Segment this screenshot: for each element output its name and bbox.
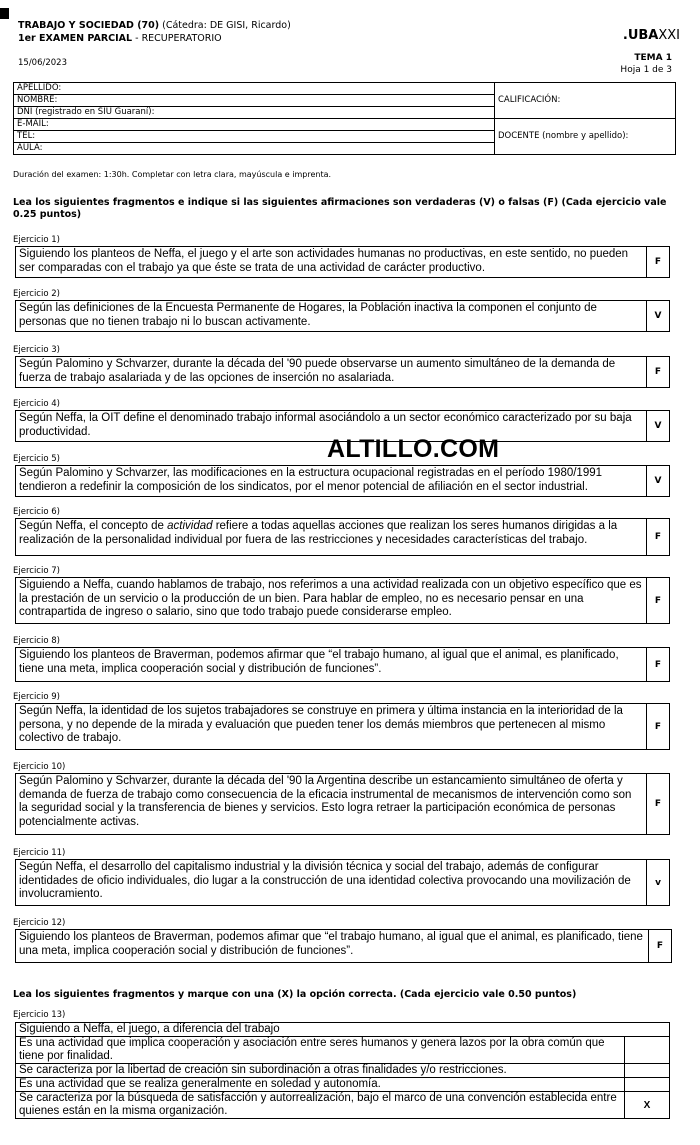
answer-box[interactable]: F — [654, 595, 662, 606]
nombre-field[interactable]: NOMBRE: — [14, 95, 495, 107]
course-title: TRABAJO Y SOCIEDAD (70) — [18, 20, 160, 31]
logo-main: .UBA — [622, 28, 659, 43]
answer-box[interactable]: F — [654, 367, 662, 377]
exercise-text: Siguiendo los planteos de Braverman, podemos afimar que “el trabajo humano, al igual que el animal, es planificado, tiene una meta, implica cooperación social y distribución de funciones”. — [16, 930, 649, 962]
exercise-13-stem: Siguiendo a Neffa, el juego, a diferencia del trabajo — [16, 1023, 670, 1037]
exercise-9 — [15, 703, 670, 750]
option-row — [16, 1037, 670, 1064]
exercise-10 — [15, 773, 670, 835]
exercise-13-table — [15, 1022, 670, 1119]
exercise-text: Siguiendo a Neffa, cuando hablamos de trabajo, nos referimos a una actividad realizada con un objetivo específico que es la prestación de un servicio o la producción de un bien. Para hablar de empleo, no es necesario pensar en una contrapartida de ingreso o salario, sino que todo trabajo puede considerarse empleo. — [16, 578, 647, 623]
exercise-text: Según Palomino y Schvarzer, las modificaciones en la estructura ocupacional registradas en el período 1980/1991 tendieron a redefinir la composición de los sindicatos, por el menor potencial de afiliación en el sector industrial. — [16, 466, 647, 496]
exam-type: - RECUPERATORIO — [135, 33, 222, 44]
section1-instructions: Lea los siguientes fragmentos e indique si las siguientes afirmaciones son verdaderas (V) o falsas (F) (Cada ejercicio vale 0.25 puntos) — [13, 197, 667, 220]
email-field[interactable]: E-MAIL: — [14, 119, 495, 131]
exam-header — [18, 19, 291, 45]
watermark: ALTILLO.COM — [327, 435, 500, 463]
exercise-label: Ejercicio 2) — [13, 289, 60, 299]
answer-box[interactable]: V — [654, 476, 662, 486]
exercise-3 — [15, 356, 670, 388]
exercise-text-before: Según Neffa, el concepto de — [19, 520, 168, 532]
exercise-text: Según Neffa, el desarrollo del capitalismo industrial y la división técnica y social del trabajo, además de configurar identidades de oficio individuales, dio lugar a la construcción de una identidad colectiva provocando una movilización de involucramiento. — [16, 860, 647, 905]
duration-note: Duración del examen: 1:30h. Completar con letra clara, mayúscula e imprenta. — [13, 170, 332, 179]
exercise-text: Siguiendo los planteos de Braverman, podemos afirmar que “el trabajo humano, al igual que el animal, es planificado, tiene una meta, implica cooperación social y distribución de funciones”. — [16, 648, 647, 681]
tema-block — [620, 52, 672, 76]
uba-logo — [623, 28, 680, 43]
exercise-text: Siguiendo los planteos de Neffa, el juego y el arte son actividades humanas no productivas, en este sentido, no pueden ser comparadas con el trabajo ya que éste se trata de una actividad de carácter productivo. — [16, 247, 647, 277]
exercise-label: Ejercicio 12) — [13, 918, 66, 928]
logo-suffix: XXI — [658, 28, 680, 43]
exercise-text: Según las definiciones de la Encuesta Permanente de Hogares, la Población inactiva la componen el conjunto de personas que no tienen trabajo ni lo buscan activamente. — [16, 301, 647, 331]
docente-field[interactable]: DOCENTE (nombre y apellido): — [495, 119, 676, 155]
exercise-text — [16, 519, 647, 555]
exercise-8 — [15, 647, 670, 682]
option-mark-box[interactable] — [625, 1078, 670, 1092]
answer-box[interactable]: F — [654, 721, 662, 732]
exercise-label: Ejercicio 9) — [13, 692, 60, 702]
exercise-text: Según Palomino y Schvarzer, durante la década del '90 puede observarse un aumento simultáneo de la demanda de fuerza de trabajo asalariada y de las opciones de inserción no asalariada. — [16, 357, 647, 387]
exercise-text-after: refiere a todas aquellas acciones que realizan los seres humanos dirigidas a la realización de la personalidad individual por fuera de las restricciones y necesidades características del trabajo. — [19, 520, 618, 546]
page-indicator: Hoja 1 de 3 — [620, 65, 672, 75]
exercise-label: Ejercicio 13) — [13, 1010, 66, 1020]
option-mark-box[interactable] — [625, 1037, 670, 1064]
option-text: Se caracteriza por la búsqueda de satisfacción y autorrealización, bajo el marco de una convención establecida entre quienes están en la misma organización. — [16, 1092, 625, 1119]
answer-box[interactable]: F — [654, 659, 662, 670]
answer-box[interactable]: V — [654, 421, 662, 431]
exercise-text: Según Palomino y Schvarzer, durante la década del '90 la Argentina describe un estancamiento simultáneo de oferta y demanda de fuerza de trabajo como consecuencia de la eficacia instrumental de mecanismos de intervención como son la seguridad social y la transferencia de bienes y servicios. Esto logra retraer la participación económica de personas potencialmente activas. — [16, 774, 647, 834]
tema-label: TEMA 1 — [634, 53, 672, 63]
aula-field[interactable]: AULA: — [14, 143, 495, 155]
exercise-label: Ejercicio 6) — [13, 507, 60, 517]
exercise-label: Ejercicio 1) — [13, 235, 60, 245]
dni-field[interactable]: DNI (registrado en SIU Guaraní): — [14, 107, 495, 119]
exercise-text: Según Neffa, la OIT define el denominado trabajo informal asociándolo a un sector económico caracterizado por su baja productividad. — [16, 411, 647, 441]
option-text: Se caracteriza por la libertad de creación sin subordinación a otras finalidades y/o restricciones. — [16, 1064, 625, 1078]
exercise-12 — [15, 929, 672, 963]
exercise-label: Ejercicio 5) — [13, 454, 60, 464]
apellido-field[interactable]: APELLIDO: — [14, 83, 495, 95]
section2-instructions: Lea los siguientes fragmentos y marque con una (X) la opción correcta. (Cada ejercicio vale 0.50 puntos) — [13, 989, 577, 1000]
exercise-label: Ejercicio 8) — [13, 636, 60, 646]
answer-box[interactable]: F — [656, 941, 664, 951]
answer-box[interactable]: V — [654, 311, 662, 321]
exercise-label: Ejercicio 11) — [13, 848, 66, 858]
option-row — [16, 1064, 670, 1078]
answer-box[interactable]: F — [654, 532, 662, 542]
option-text: Es una actividad que se realiza generalmente en soledad y autonomía. — [16, 1078, 625, 1092]
student-info-table — [13, 82, 676, 155]
corner-mark — [0, 8, 9, 19]
answer-box[interactable]: v — [655, 877, 661, 888]
exercise-label: Ejercicio 3) — [13, 345, 60, 355]
exercise-1 — [15, 246, 670, 278]
catedra: (Cátedra: DE GISI, Ricardo) — [162, 20, 291, 31]
exam-title: 1er EXAMEN PARCIAL — [18, 33, 133, 44]
exercise-5 — [15, 465, 670, 497]
answer-box[interactable]: F — [654, 257, 662, 267]
exercise-label: Ejercicio 4) — [13, 399, 60, 409]
exercise-text-emphasis: actividad — [167, 520, 213, 532]
exercise-label: Ejercicio 10) — [13, 762, 66, 772]
exercise-6 — [15, 518, 670, 556]
option-text: Es una actividad que implica cooperación y asociación entre seres humanos y genera lazos por la obra común que tiene por finalidad. — [16, 1037, 625, 1064]
exercise-label: Ejercicio 7) — [13, 566, 60, 576]
option-mark-box[interactable]: X — [625, 1092, 670, 1119]
option-row — [16, 1078, 670, 1092]
exam-date: 15/06/2023 — [18, 58, 67, 68]
calificacion-field[interactable]: CALIFICACIÓN: — [495, 83, 676, 119]
exercise-7 — [15, 577, 670, 624]
option-mark-box[interactable] — [625, 1064, 670, 1078]
answer-box[interactable]: F — [654, 799, 662, 809]
tel-field[interactable]: TEL: — [14, 131, 495, 143]
exercise-text: Según Neffa, la identidad de los sujetos trabajadores se construye en primera y última instancia en la interioridad de la persona, y no depende de la mirada y evaluación que pueden tener los demás miembros que pertenecen al mismo colectivo de trabajo. — [16, 704, 647, 749]
exercise-2 — [15, 300, 670, 332]
exercise-11 — [15, 859, 670, 906]
option-row — [16, 1092, 670, 1119]
